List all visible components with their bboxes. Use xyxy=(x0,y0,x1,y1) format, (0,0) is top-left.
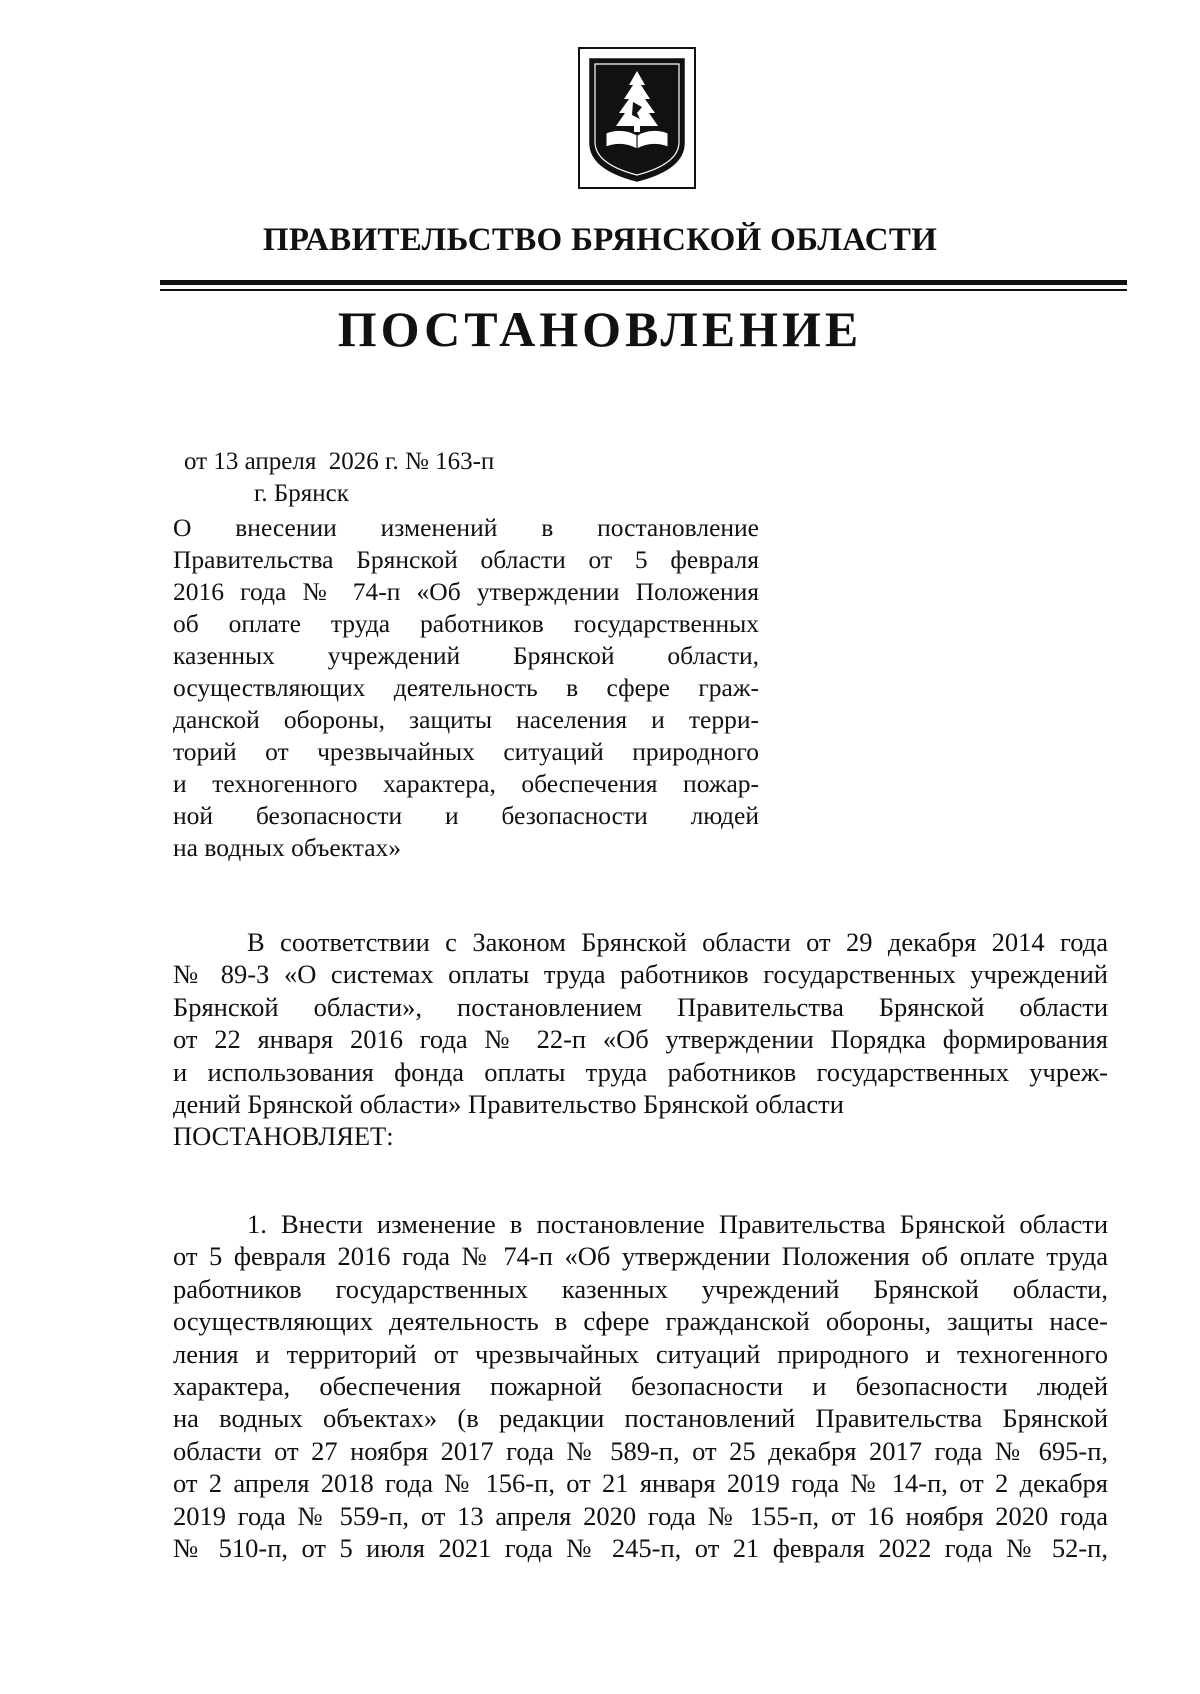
document-city: г. Брянск xyxy=(254,480,349,507)
item-line: осуществляющих деятельность в сфере гражданской обороны, защиты насе- xyxy=(173,1306,1108,1337)
item-line: ления и территорий от чрезвычайных ситуаций природного и техногенного xyxy=(173,1338,1108,1369)
preamble-line: № 89-З «О системах оплаты труда работников государственных учреждений xyxy=(173,959,1108,990)
subject-line: 2016 года № 74-п «Об утверждении Положения xyxy=(173,577,759,606)
subject-line: ной безопасности и безопасности людей xyxy=(173,801,759,830)
document-subject xyxy=(173,512,759,864)
item-line: 1. Внести изменение в постановление Правительства Брянской области xyxy=(247,1209,1108,1239)
subject-line: данской обороны, защиты населения и терри- xyxy=(173,705,759,734)
item-line: 2019 года № 559-п, от 13 апреля 2020 года № 155-п, от 16 ноября 2020 года xyxy=(173,1500,1108,1531)
preamble-paragraph xyxy=(173,926,1108,1153)
subject-line: торий от чрезвычайных ситуаций природного xyxy=(173,737,759,766)
document-type-title: ПОСТАНОВЛЕНИЕ xyxy=(337,301,863,357)
subject-line: об оплате труда работников государственных xyxy=(173,609,759,638)
subject-line: и техногенного характера, обеспечения пожар- xyxy=(173,769,759,798)
item-line: характера, обеспечения пожарной безопасности и безопасности людей xyxy=(173,1371,1108,1402)
item-line: работников государственных казенных учреждений Брянской области, xyxy=(173,1273,1108,1304)
item-line: от 5 февраля 2016 года № 74-п «Об утверждении Положения об оплате труда xyxy=(173,1241,1108,1272)
document-date-number: от 13 апреля 2026 г. № 163-п xyxy=(184,448,495,475)
preamble-line: и использования фонда оплаты труда работников государственных учреж- xyxy=(173,1056,1108,1087)
preamble-line: от 22 января 2016 года № 22-п «Об утверждении Порядка формирования xyxy=(173,1024,1108,1055)
item-line: № 510-п, от 5 июля 2021 года № 245-п, от 21 февраля 2022 года № 52-п, xyxy=(173,1533,1108,1564)
subject-line: на водных объектах» xyxy=(173,833,402,862)
coat-of-arms-icon xyxy=(578,47,696,189)
item-line: на водных объектах» (в редакции постановлений Правительства Брянской xyxy=(173,1403,1108,1434)
subject-line: О внесении изменений в постановление xyxy=(173,513,759,542)
resolution-keyword: ПОСТАНОВЛЯЕТ: xyxy=(173,1121,394,1152)
subject-line: казенных учреждений Брянской области, xyxy=(173,641,759,670)
header-divider-thin xyxy=(160,289,1127,291)
preamble-line: В соответствии с Законом Брянской области от 29 декабря 2014 года xyxy=(247,927,1108,957)
item-1-paragraph xyxy=(173,1208,1108,1564)
item-line: от 2 апреля 2018 года № 156-п, от 21 января 2019 года № 14-п, от 2 декабря xyxy=(173,1468,1108,1499)
header-divider-thick xyxy=(160,280,1127,285)
subject-line: осуществляющих деятельность в сфере граж- xyxy=(173,673,759,702)
preamble-line: дений Брянской области» Правительство Брянской области xyxy=(173,1089,844,1120)
item-line: области от 27 ноября 2017 года № 589-п, от 25 декабря 2017 года № 695-п, xyxy=(173,1435,1108,1466)
preamble-line: Брянской области», постановлением Правительства Брянской области xyxy=(173,991,1108,1022)
subject-line: Правительства Брянской области от 5 февраля xyxy=(173,545,759,574)
organization-title: ПРАВИТЕЛЬСТВО БРЯНСКОЙ ОБЛАСТИ xyxy=(262,222,938,258)
